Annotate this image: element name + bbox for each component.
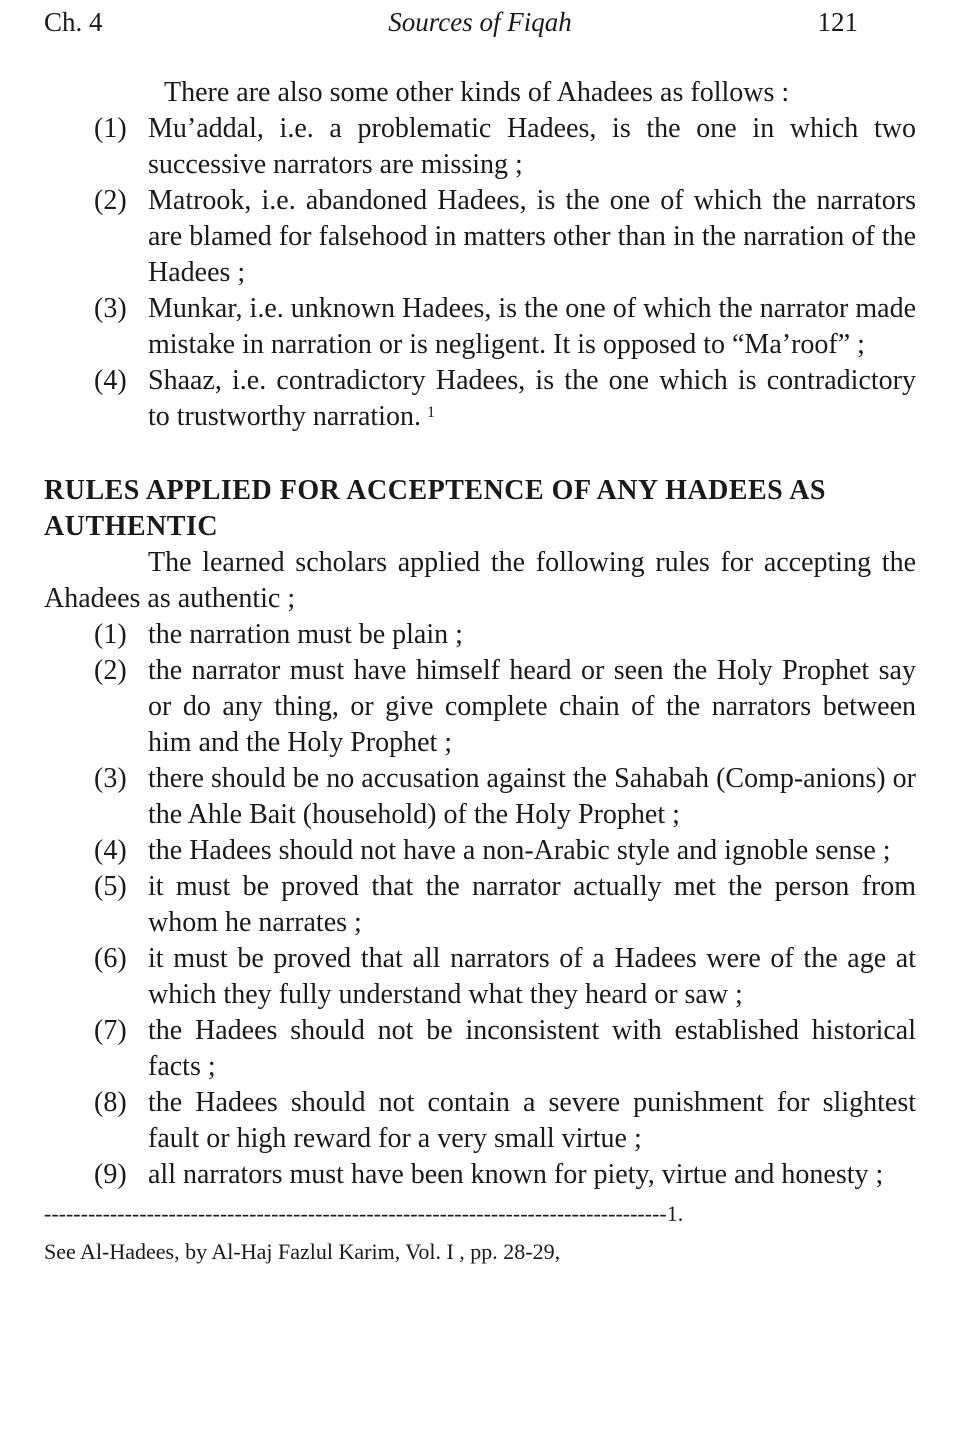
kinds-intro: There are also some other kinds of Ahadees as follows : [164,77,790,108]
item-text: there should be no accusation against the Sahabah (Comp-anions) or the Ahle Bait (household) of the Holy Prophet ; [148,763,916,830]
item-number: (7) [94,1015,127,1046]
item-number: (4) [94,365,127,396]
list-item [44,183,916,291]
item-text: the Hadees should not contain a severe punishment for slightest fault or high reward for a very small virtue ; [148,1087,916,1154]
item-text: the Hadees should not have a non-Arabic style and ignoble sense ; [148,835,891,866]
rules-intro: The learned scholars applied the following rules for accepting the Ahadees as authentic ; [44,547,916,614]
list-item [44,1157,916,1193]
chapter-label: Ch. 4 [44,7,103,37]
page-header [44,4,916,44]
item-text: the Hadees should not be inconsistent with established historical facts ; [148,1015,916,1082]
list-item [44,653,916,761]
footnote-separator: -------------------------------------------------------------------------------------1. [44,1201,684,1226]
item-text: it must be proved that all narrators of a Hadees were of the age at which they fully understand what they heard or saw ; [148,943,916,1010]
footnote-marker[interactable]: 1 [426,404,435,421]
item-number: (2) [94,655,127,686]
item-number: (5) [94,871,127,902]
item-text: Mu’addal, i.e. a problematic Hadees, is the one in which two successive narrators are missing ; [148,113,916,180]
list-item [44,833,916,869]
item-text: the narrator must have himself heard or seen the Holy Prophet say or do any thing, or give complete chain of the narrators between him and the Holy Prophet ; [148,655,916,758]
list-item [44,1013,916,1085]
item-number: (8) [94,1087,127,1118]
item-number: (6) [94,943,127,974]
item-number: (2) [94,185,127,216]
list-item [44,941,916,1013]
rules-list [44,617,916,1193]
item-text: it must be proved that the narrator actually met the person from whom he narrates ; [148,871,916,938]
section-heading: RULES APPLIED FOR ACCEPTENCE OF ANY HADEES AS AUTHENTIC [44,475,826,542]
item-text-body: Shaaz, i.e. contradictory Hadees, is the one which is contradictory to trustworthy narration. [148,365,916,432]
running-title: Sources of Fiqah [388,7,572,37]
item-number: (3) [94,293,127,324]
kinds-list [44,111,916,435]
page-number: 121 [817,7,858,37]
item-text [148,363,916,435]
list-item [44,1085,916,1157]
list-item [44,869,916,941]
list-item [44,363,916,435]
item-number: (3) [94,763,127,794]
item-text: the narration must be plain ; [148,619,463,650]
item-text: all narrators must have been known for piety, virtue and honesty ; [148,1159,884,1190]
item-text: Munkar, i.e. unknown Hadees, is the one of which the narrator made mistake in narration or is negligent. It is opposed to “Ma’roof” ; [148,293,916,360]
item-number: (9) [94,1159,127,1190]
page-body [44,75,916,1267]
list-item [44,111,916,183]
list-item [44,291,916,363]
item-number: (4) [94,835,127,866]
item-text: Matrook, i.e. abandoned Hadees, is the one of which the narrators are blamed for falsehood in matters other than in the narration of the Hadees ; [148,185,916,288]
footnote-text: See Al-Hadees, by Al-Haj Fazlul Karim, Vol. I , pp. 28-29, [44,1239,561,1264]
item-number: (1) [94,619,127,650]
list-item [44,761,916,833]
list-item [44,617,916,653]
item-number: (1) [94,113,127,144]
